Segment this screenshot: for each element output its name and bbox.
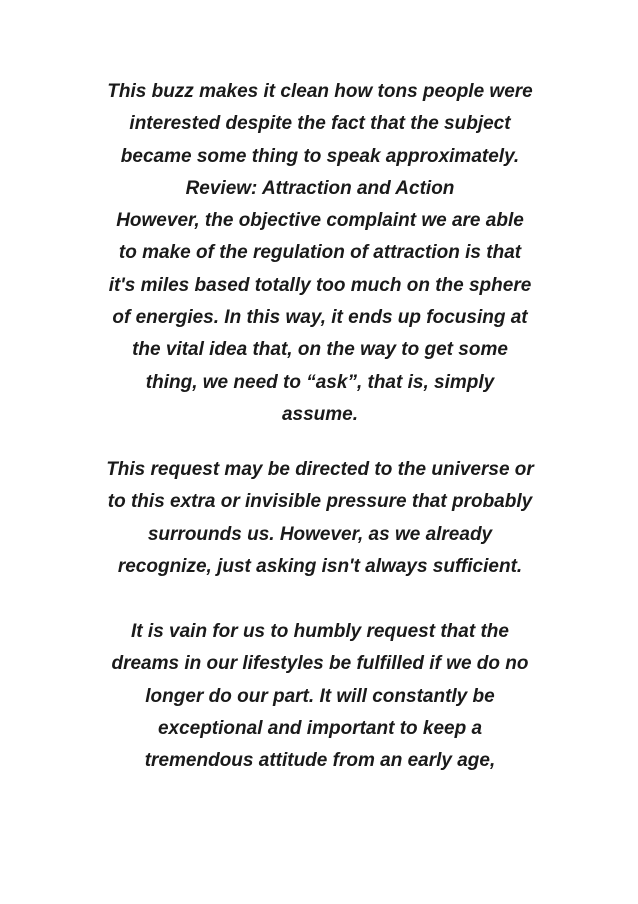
text-line: to make of the regulation of attraction is that	[118, 242, 522, 264]
text-line: exceptional and important to keep a	[157, 717, 483, 739]
text-line: dreams in our lifestyles be fulfilled if we do no	[111, 653, 529, 675]
text-line: thing, we need to “ask”, that is, simply	[145, 371, 495, 393]
text-line: longer do our part. It will constantly be	[145, 685, 495, 707]
text-line: tremendous attitude from an early age,	[144, 750, 496, 772]
paragraph-3	[70, 616, 570, 777]
text-line: of energies. In this way, it ends up focusing at	[112, 307, 528, 329]
text-line: became some thing to speak approximately.	[120, 145, 520, 167]
text-line: surrounds us. However, as we already	[147, 523, 493, 545]
text-line: assume.	[281, 403, 359, 425]
paragraph-1	[70, 76, 570, 431]
text-line: the vital idea that, on the way to get some	[132, 339, 508, 361]
paragraph-2	[70, 454, 570, 583]
text-line: interested despite the fact that the subject	[129, 113, 511, 135]
text-line: to this extra or invisible pressure that probably	[107, 491, 533, 513]
text-line: recognize, just asking isn't always sufficient.	[117, 555, 523, 577]
text-line: This request may be directed to the universe or	[106, 459, 534, 480]
text-line: It is vain for us to humbly request that the	[131, 621, 509, 642]
section-heading: Review: Attraction and Action	[185, 177, 455, 199]
text-line: it's miles based totally too much on the sphere	[108, 274, 532, 296]
text-line: However, the objective complaint we are able	[116, 210, 524, 232]
text-line: This buzz makes it clean how tons people were	[107, 81, 533, 102]
